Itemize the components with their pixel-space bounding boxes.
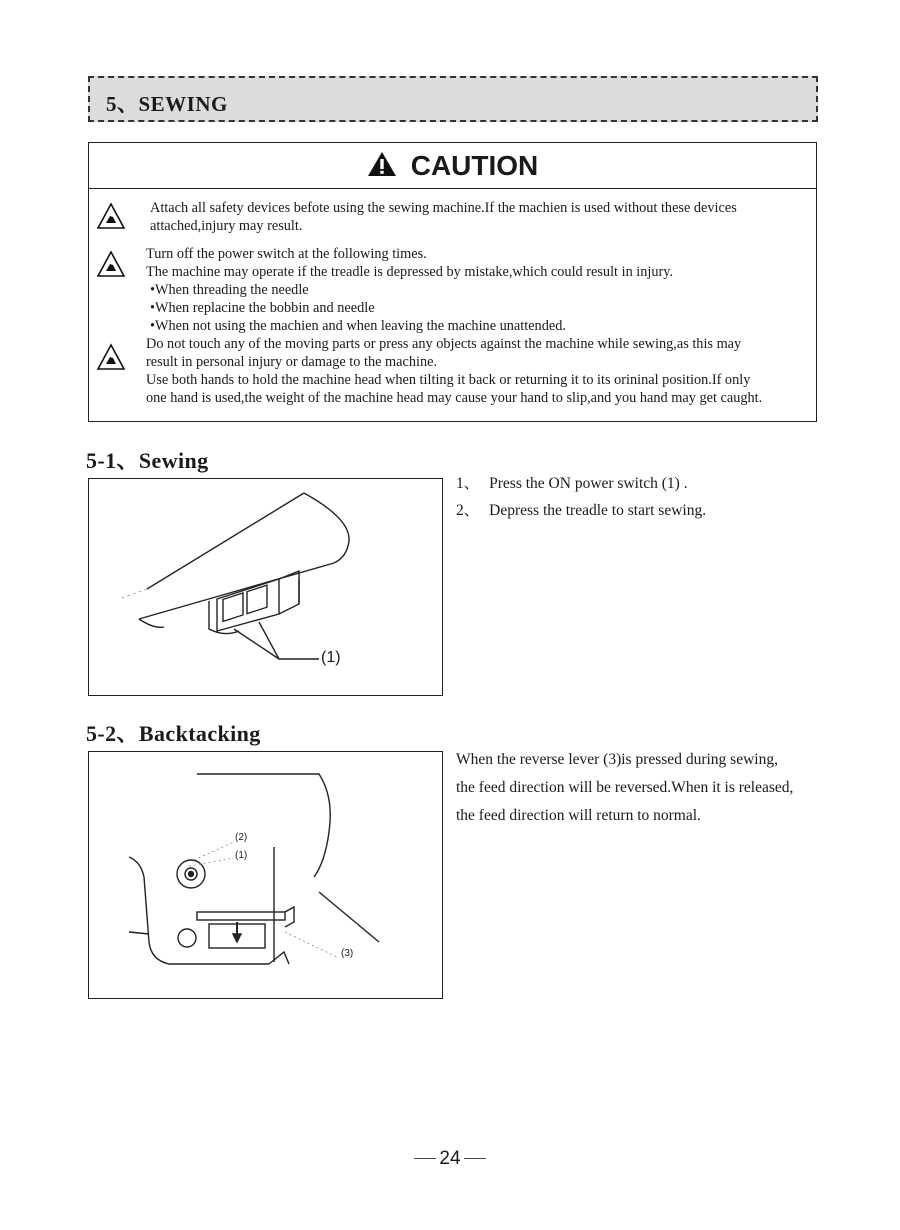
backtacking-text-line-1: When the reverse lever (3)is pressed during sewing, <box>456 751 778 768</box>
bullet-dot: • <box>150 300 156 316</box>
hand-warning-icon <box>96 343 126 376</box>
sewing-heading: 5-1、Sewing <box>86 448 209 473</box>
hand-warning-icon <box>96 202 126 235</box>
caution-heading: CAUTION <box>410 150 539 181</box>
caution-header <box>89 143 816 189</box>
dash-left <box>414 1158 436 1159</box>
step-number: 1、 <box>456 475 480 492</box>
caution-item-2-line-1: Turn off the power switch at the following times. <box>146 246 427 262</box>
callout-label-1: (1) <box>235 850 248 861</box>
bullet-text: When replacine the bobbin and needle <box>155 300 375 316</box>
switch-callout-label: (1) <box>321 649 341 666</box>
sewing-figure <box>88 478 443 696</box>
bullet-dot: • <box>150 282 156 298</box>
sewing-step-2 <box>456 497 706 524</box>
caution-item-3-line-2: result in personal injury or damage to the machine. <box>146 354 438 370</box>
step-number: 2、 <box>456 502 480 519</box>
page-number-value: 24 <box>439 1148 461 1169</box>
callout-label-2: (2) <box>235 832 248 843</box>
bullet-item <box>150 317 566 335</box>
backtacking-heading: 5-2、Backtacking <box>86 721 261 746</box>
bullet-item <box>150 299 375 317</box>
caution-item-1-line-1: Attach all safety devices befote using the sewing machine.If the machien is used without these devices <box>150 200 737 216</box>
section-banner <box>88 76 818 122</box>
caution-item-3-line-1: Do not touch any of the moving parts or press any objects against the machine while sewing,as this may <box>146 336 742 352</box>
backtacking-text-line-2: the feed direction will be reversed.When it is released, <box>456 779 794 796</box>
page-number <box>400 1148 500 1170</box>
bullet-text: When not using the machien and when leaving the machine unattended. <box>155 318 566 334</box>
bullet-text: When threading the needle <box>155 282 309 298</box>
caution-item-3-line-3: Use both hands to hold the machine head when tilting it back or returning it to its orininal position.If only <box>146 372 751 388</box>
caution-item-2-line-2: The machine may operate if the treadle is depressed by mistake,which could result in injury. <box>146 264 674 280</box>
hand-warning-icon <box>96 250 126 283</box>
bullet-dot: • <box>150 318 156 334</box>
warning-triangle-icon <box>367 151 397 182</box>
backtacking-figure <box>88 751 443 999</box>
backtacking-text-line-3: the feed direction will return to normal. <box>456 807 701 824</box>
step-text: Depress the treadle to start sewing. <box>489 502 707 519</box>
callout-label-3: (3) <box>341 948 354 959</box>
reverse-lever-illustration <box>89 752 442 998</box>
power-switch-illustration <box>89 479 442 695</box>
caution-item-1-line-2: attached,injury may result. <box>150 218 303 234</box>
dash-right <box>464 1158 486 1159</box>
sewing-step-1 <box>456 470 688 497</box>
caution-item-3-line-4: one hand is used,the weight of the machine head may cause your hand to slip,and you hand may get caught. <box>146 390 763 406</box>
step-text: Press the ON power switch (1) . <box>489 475 688 492</box>
section-title: 5、SEWING <box>106 92 228 116</box>
bullet-item <box>150 281 309 299</box>
